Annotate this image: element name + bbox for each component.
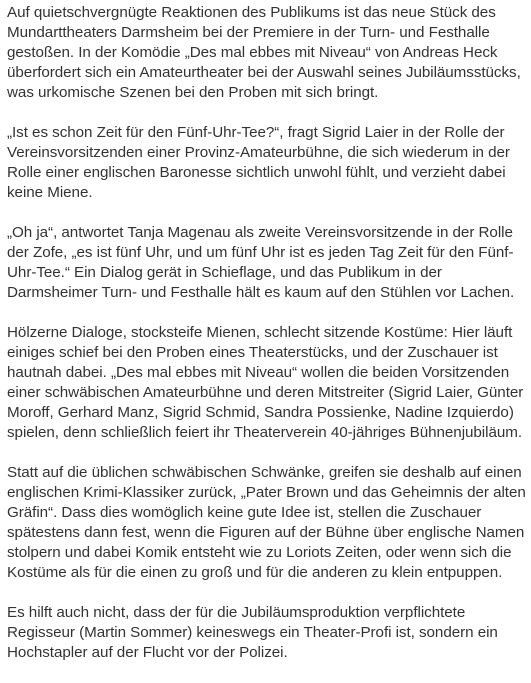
article-paragraph-5: Statt auf die üblichen schwäbischen Schwänke, greifen sie deshalb auf einen englischen Krimi-Klassiker zurück, „Pater Brown und das Geheimnis der alten Gräfin“. Dass dies womöglich keine gute Idee ist, stellen die Zuschauer spätestens dann fest, wenn die Figuren auf der Bühne über englische Namen stolpern und dabei Komik entsteht wie zu Loriots Zeiten, oder wenn sich die Kostüme als für die einen zu groß und für die anderen zu klein entpuppen.	[7, 464, 526, 581]
article-body	[7, 3, 527, 663]
article-paragraph-6: Es hilft auch nicht, dass der für die Jubiläumsproduktion verpflichtete Regisseur (Martin Sommer) keineswegs ein Theater-Profi ist, sondern ein Hochstapler auf der Flucht vor der Polizei.	[7, 604, 498, 661]
article-paragraph-1: Auf quietschvergnügte Reaktionen des Publikums ist das neue Stück des Mundarttheaters Darmsheim bei der Premiere in der Turn- und Festhalle gestoßen. In der Komödie „Des mal ebbes mit Niveau“ von Andreas Heck überfordert sich ein Amateurtheater bei der Auswahl seines Jubiläumsstücks, was urkomische Szenen bei den Proben mit sich bringt.	[7, 4, 521, 101]
article-paragraph-4: Hölzerne Dialoge, stocksteife Mienen, schlecht sitzende Kostüme: Hier läuft einiges schief bei den Proben eines Theaterstücks, und der Zuschauer ist hautnah dabei. „Des mal ebbes mit Niveau“ wollen die beiden Vorsitzenden einer schwäbischen Amateurbühne und deren Mitstreiter (Sigrid Laier, Günter Moroff, Gerhard Manz, Sigrid Schmid, Sandra Possienke, Nadine Izquierdo) spielen, denn schließlich feiert ihr Theaterverein 40-jähriges Bühnenjubiläum.	[7, 324, 524, 441]
article-paragraph-3: „Oh ja“, antwortet Tanja Magenau als zweite Vereinsvorsitzende in der Rolle der Zofe, „es ist fünf Uhr, und um fünf Uhr ist es jeden Tag Zeit für den Fünf-Uhr-Tee.“ Ein Dialog gerät in Schieflage, und das Publikum in der Darmsheimer Turn- und Festhalle hält es kaum auf den Stühlen vor Lachen.	[7, 224, 515, 301]
article-paragraph-2: „Ist es schon Zeit für den Fünf-Uhr-Tee?“, fragt Sigrid Laier in der Rolle der Vereinsvorsitzenden einer Provinz-Amateurbühne, die sich wiederum in der Rolle einer englischen Baronesse sichtlich unwohl fühlt, und verzieht dabei keine Miene.	[7, 124, 510, 201]
